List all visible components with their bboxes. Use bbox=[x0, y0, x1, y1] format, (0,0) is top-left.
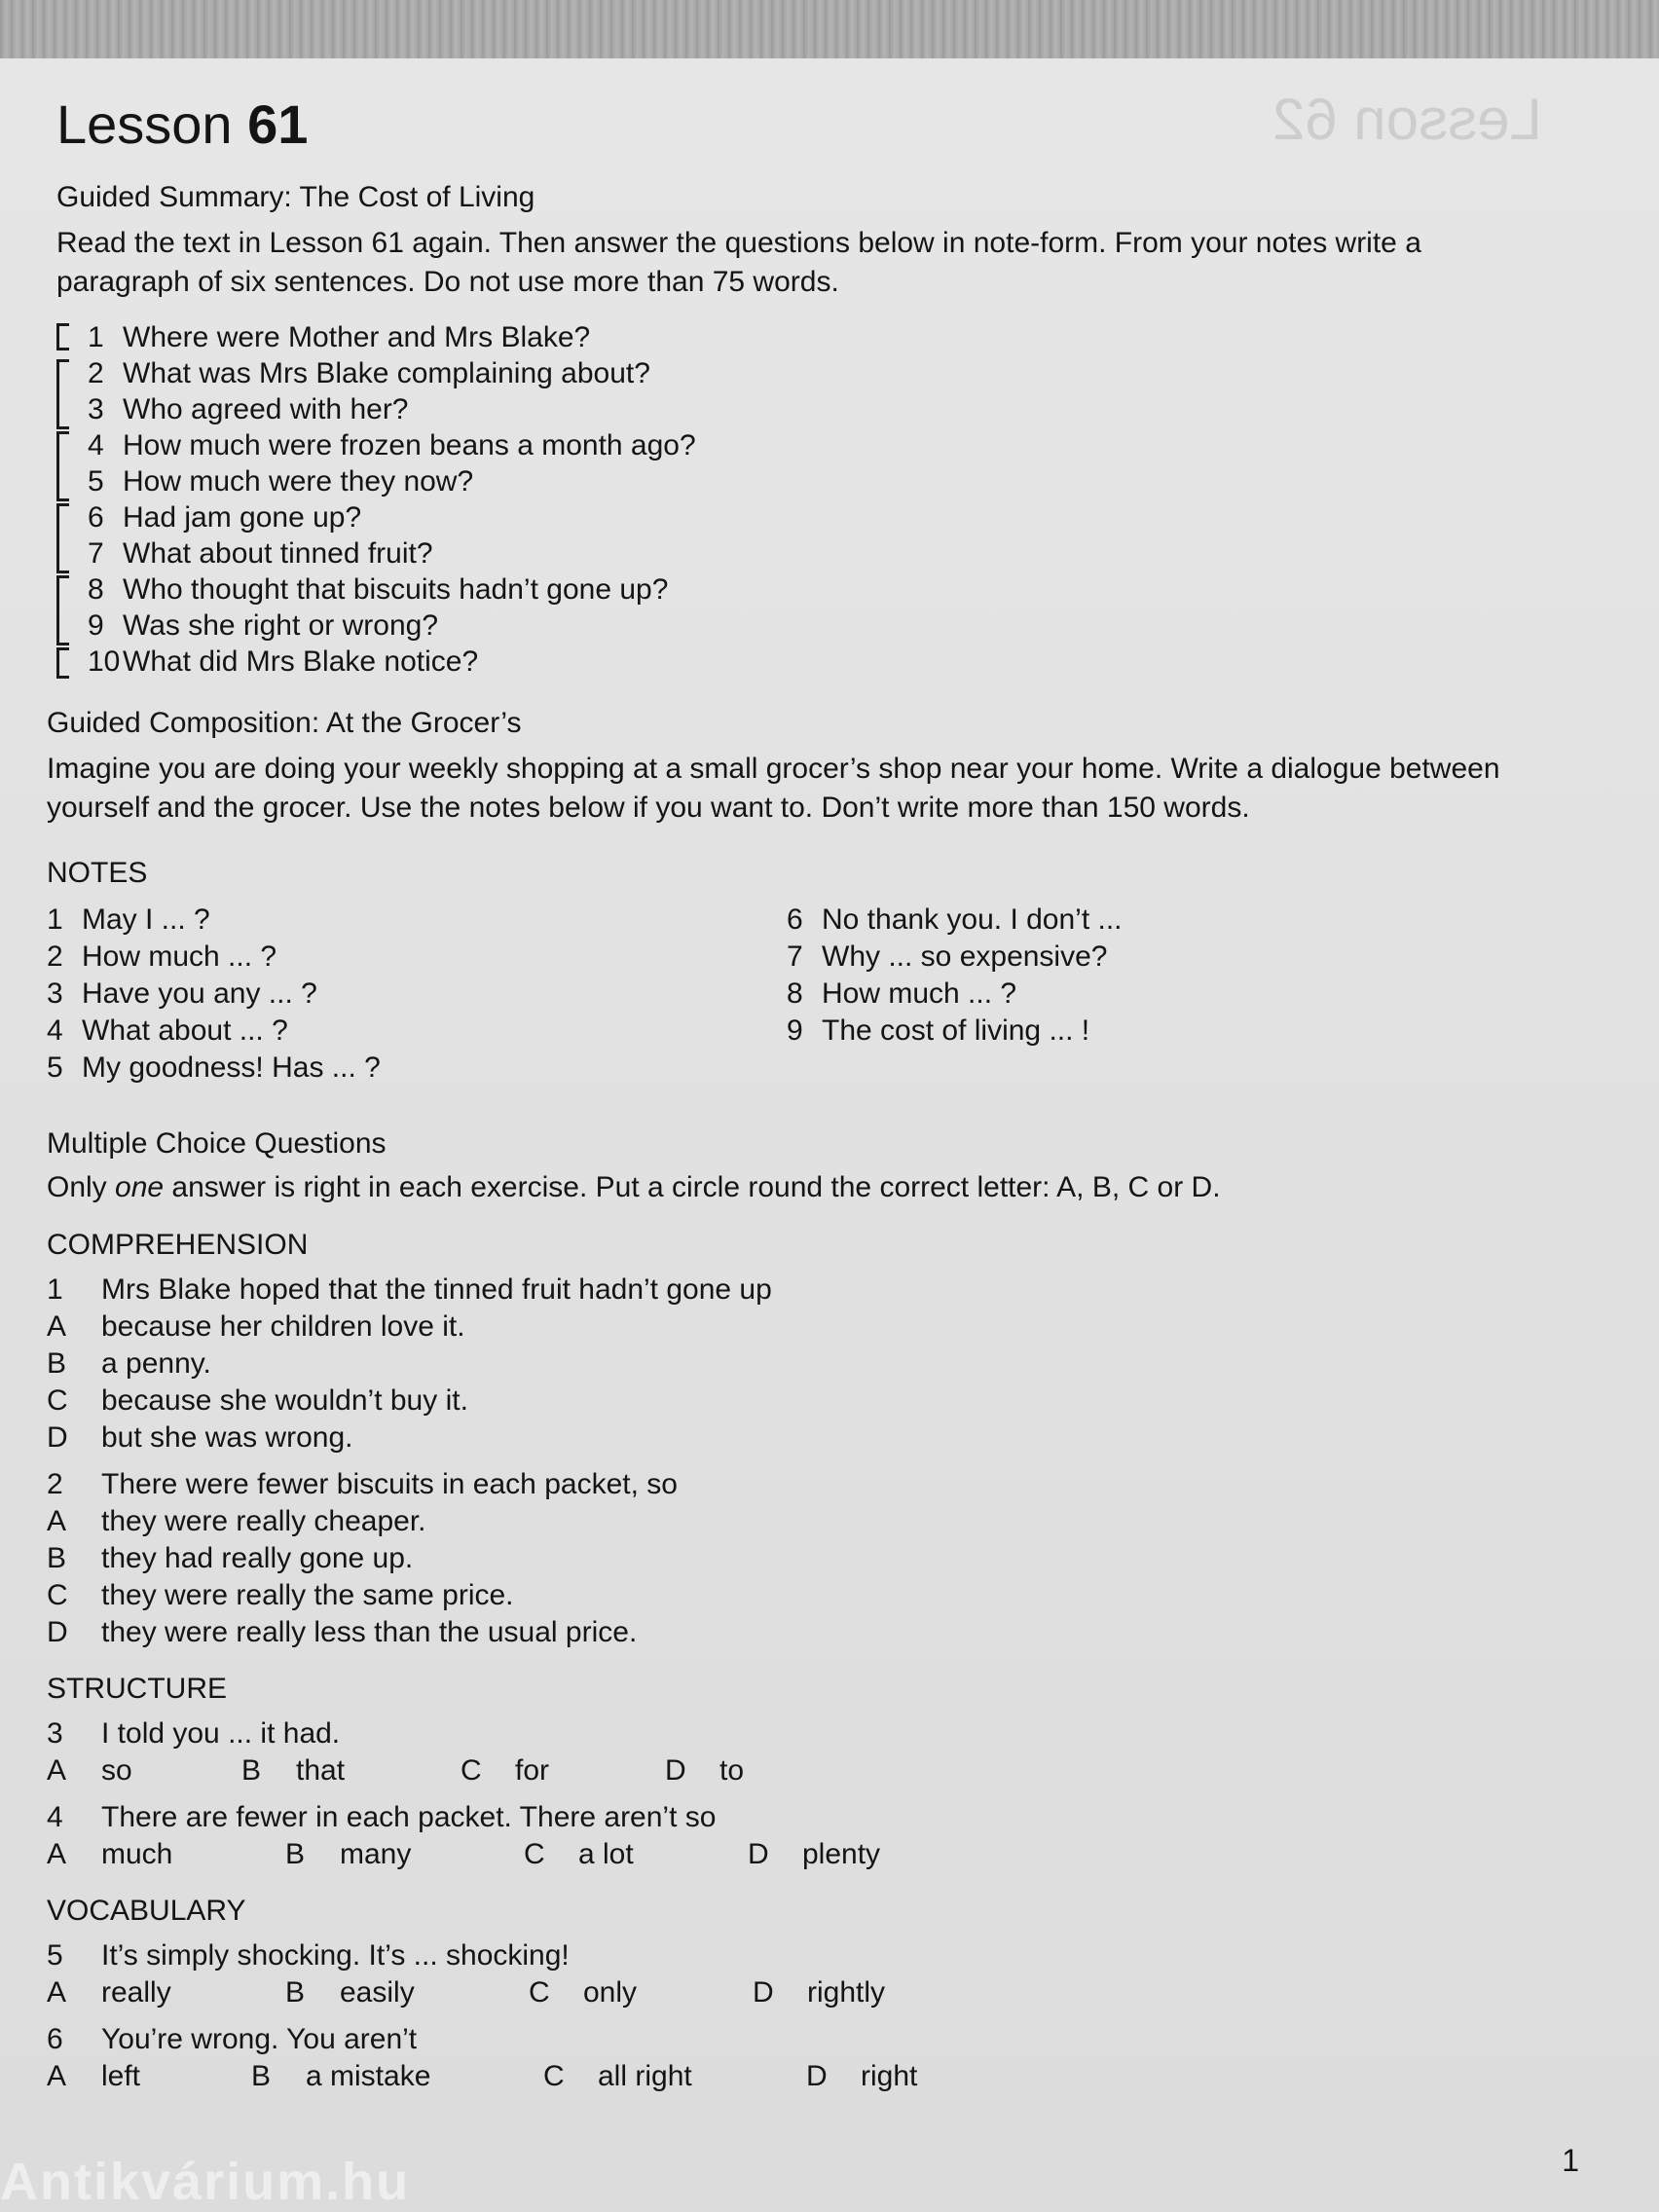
summary-question: 7 What about tinned fruit? bbox=[88, 537, 433, 570]
summary-instructions: Read the text in Lesson 61 again. Then answer the questions below in note-form. From your notes write a paragraph of six sentences. Do not use more than 75 words. bbox=[56, 227, 1421, 298]
mcq-instructions: Only one answer is right in each exercise. Put a circle round the correct letter: A, B, C or D. bbox=[47, 1171, 1221, 1203]
summary-question: 2 What was Mrs Blake complaining about? bbox=[88, 357, 650, 389]
lesson-word: Lesson bbox=[56, 93, 233, 155]
composition-instructions: Imagine you are doing your weekly shopping at a small grocer’s shop near your home. Write a dialogue between yourself and the grocer. Use the notes below if you want to. Don’t write more than 150 words. bbox=[47, 753, 1500, 824]
comprehension-heading: COMPREHENSION bbox=[47, 1229, 309, 1261]
question-5: 5 It’s simply shocking. It’s ... shocking! A really B easily C only D rightly bbox=[47, 1937, 1546, 2011]
notes-heading: NOTES bbox=[47, 857, 148, 889]
option: C for bbox=[461, 1754, 550, 1787]
option: A so bbox=[47, 1754, 132, 1787]
lesson-number: 61 bbox=[247, 93, 309, 155]
option: B that bbox=[241, 1754, 346, 1787]
summary-heading: Guided Summary: The Cost of Living bbox=[56, 181, 535, 213]
composition-heading: Guided Composition: At the Grocer’s bbox=[47, 707, 522, 739]
option: A really bbox=[47, 1976, 171, 2009]
question-1: 1 Mrs Blake hoped that the tinned fruit hadn’t gone up A because her children love it. B a penny. C because she wouldn’t buy it. D but she was wrong. bbox=[47, 1272, 1546, 1456]
option: A much bbox=[47, 1838, 173, 1870]
note-item: 6 No thank you. I don’t ... bbox=[787, 903, 1123, 936]
summary-question: 6 Had jam gone up? bbox=[88, 501, 362, 534]
question-2: 2 There were fewer biscuits in each packet, so A they were really cheaper. B they had really gone up. C they were really the same price. D they were really less than the usual price. bbox=[47, 1466, 1546, 1651]
question-4: 4 There are fewer in each packet. There aren’t so A much B many C a lot D plenty bbox=[47, 1799, 1546, 1873]
lesson-title bbox=[56, 92, 1546, 156]
option: B a penny. bbox=[47, 1347, 211, 1380]
structure-heading: STRUCTURE bbox=[47, 1673, 227, 1705]
option: D they were really less than the usual price. bbox=[47, 1616, 638, 1648]
option: D plenty bbox=[748, 1838, 881, 1870]
mcq-section bbox=[47, 1229, 1546, 2095]
option: D but she was wrong. bbox=[47, 1421, 353, 1454]
option: B easily bbox=[285, 1976, 415, 2009]
option: C because she wouldn’t buy it. bbox=[47, 1384, 468, 1417]
note-item: 1 May I ... ? bbox=[47, 903, 210, 936]
option: B they had really gone up. bbox=[47, 1542, 414, 1574]
note-item: 2 How much ... ? bbox=[47, 940, 277, 973]
mcq-heading: Multiple Choice Questions bbox=[47, 1127, 387, 1160]
summary-questions bbox=[47, 319, 1546, 680]
option: C a lot bbox=[524, 1838, 634, 1870]
bleed-through-text: Lesson 62 bbox=[1272, 87, 1542, 152]
note-item: 8 How much ... ? bbox=[787, 977, 1017, 1010]
page-number: 1 bbox=[1562, 2143, 1579, 2178]
watermark: Antikvárium.hu bbox=[0, 2153, 411, 2211]
vocabulary-heading: VOCABULARY bbox=[47, 1895, 246, 1927]
summary-question: 4 How much were frozen beans a month ago? bbox=[88, 429, 696, 461]
note-item: 9 The cost of living ... ! bbox=[787, 1014, 1090, 1047]
notes-list bbox=[47, 902, 1546, 1087]
scan-top-edge bbox=[0, 0, 1659, 60]
option: D to bbox=[665, 1754, 745, 1787]
note-item: 5 My goodness! Has ... ? bbox=[47, 1051, 381, 1084]
summary-question: 9 Was she right or wrong? bbox=[88, 609, 439, 642]
summary-question: 5 How much were they now? bbox=[88, 465, 474, 498]
summary-question: 1 Where were Mother and Mrs Blake? bbox=[88, 321, 591, 353]
option: D right bbox=[806, 2060, 918, 2092]
summary-question: 10What did Mrs Blake notice? bbox=[88, 645, 479, 678]
note-item: 3 Have you any ... ? bbox=[47, 977, 317, 1010]
notes-left-column bbox=[47, 902, 787, 1087]
option: A because her children love it. bbox=[47, 1310, 465, 1343]
option: A left bbox=[47, 2060, 141, 2092]
option: C only bbox=[529, 1976, 638, 2009]
note-item: 7 Why ... so expensive? bbox=[787, 940, 1108, 973]
question-6: 6 You’re wrong. You aren’t A left B a mistake C all right D right bbox=[47, 2021, 1546, 2095]
option: D rightly bbox=[753, 1976, 886, 2009]
page-content bbox=[47, 92, 1546, 2095]
summary-question: 3 Who agreed with her? bbox=[88, 393, 409, 425]
option: B a mistake bbox=[251, 2060, 431, 2092]
notes-right-column bbox=[787, 902, 1527, 1087]
option: C all right bbox=[543, 2060, 692, 2092]
question-3: 3 I told you ... it had. A so B that C for D to bbox=[47, 1715, 1546, 1789]
option: A they were really cheaper. bbox=[47, 1505, 426, 1537]
note-item: 4 What about ... ? bbox=[47, 1014, 288, 1047]
summary-question: 8 Who thought that biscuits hadn’t gone up? bbox=[88, 573, 669, 606]
option: C they were really the same price. bbox=[47, 1579, 514, 1611]
option: B many bbox=[285, 1838, 412, 1870]
